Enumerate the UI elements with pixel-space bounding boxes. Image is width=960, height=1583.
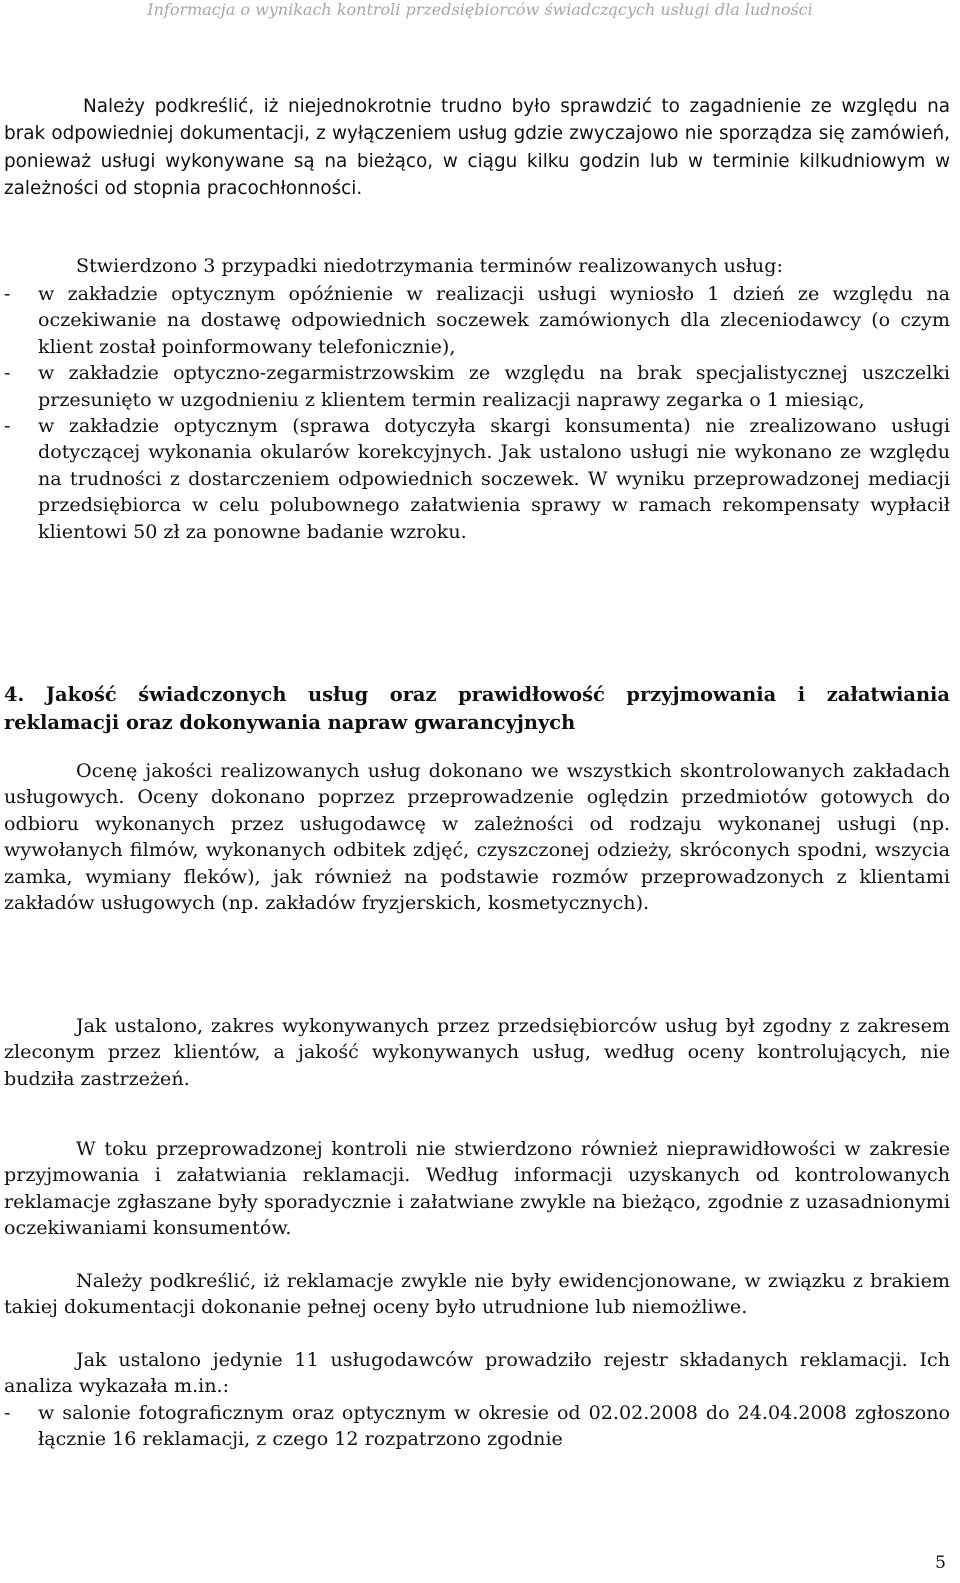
list-item	[4, 1400, 950, 1453]
list-item-text: w zakładzie optyczno-zegarmistrzowskim ze względu na brak specjalistycznej uszczelki przesunięto w uzgodnieniu z klientem termin realizacji naprawy zegarka o 1 miesiąc,	[38, 361, 950, 411]
list-dash: -	[4, 361, 11, 385]
register-findings-list	[4, 1400, 950, 1453]
list-item	[4, 360, 950, 413]
delays-list	[4, 281, 950, 545]
intro-paragraph: Należy podkreślić, iż niejednokrotnie trudno było sprawdzić to zagadnienie ze względu na brak odpowiedniej dokumentacji, z wyłączeniem usług gdzie zwyczajowo nie sporządza się zamówień, ponieważ usługi wykonywane są na bieżąco, w ciągu kilku godzin lub w terminie kilkudniowym w zależności od stopnia pracochłonności.	[4, 96, 950, 200]
list-dash: -	[4, 1401, 11, 1424]
list-dash: -	[4, 414, 11, 438]
paragraph-quality-assessment: Ocenę jakości realizowanych usług dokonano we wszystkich skontrolowanych zakładach usługowych. Oceny dokonano poprzez przeprowadzenie oględzin przedmiotów gotowych do odbioru wykonanych przez usługodawcę w zależności od rodzaju wykonanej usługi (np. wywołanych filmów, wykonanych odbitek zdjęć, czyszczonej odzieży, skróconych spodni, wszycia zamka, wymiany fleków), jak również na podstawie rozmów przeprowadzonych z klientami zakładów usługowych (np. zakładów fryzjerskich, kosmetycznych).	[4, 759, 950, 915]
list-item-text: w salonie fotograficznym oraz optycznym w okresie od 02.02.2008 do 24.04.2008 zgłoszono łącznie 16 reklamacji, z czego 12 rozpatrzono zgodnie	[38, 1401, 950, 1451]
section-title: Jakość świadczonych usług oraz prawidłowość przyjmowania i załatwiania reklamacji oraz dokonywania napraw gwarancyjnych	[4, 683, 950, 734]
section-heading	[4, 681, 950, 737]
section-number: 4.	[4, 683, 25, 706]
list-item	[4, 281, 950, 360]
paragraph-registers: Jak ustalono jedynie 11 usługodawców prowadziło rejestr składanych reklamacji. Ich analiza wykazała m.in.:	[4, 1348, 950, 1398]
paragraph-records: Należy podkreślić, iż reklamacje zwykle nie były ewidencjonowane, w związku z brakiem takiej dokumentacji dokonanie pełnej oceny było utrudnione lub niemożliwe.	[4, 1269, 950, 1319]
list-dash: -	[4, 282, 11, 305]
running-header: Informacja o wynikach kontroli przedsiębiorców świadczących usługi dla ludności	[147, 0, 813, 19]
list-item	[4, 413, 950, 545]
page-number: 5	[935, 1553, 946, 1573]
paragraph-complaints: W toku przeprowadzonej kontroli nie stwierdzono również nieprawidłowości w zakresie przyjmowania i załatwiania reklamacji. Według informacji uzyskanych od kontrolowanych reklamacje zgłaszane były sporadycznie i załatwiane zwykle na bieżąco, zgodnie z uzasadnionymi oczekiwaniami konsumentów.	[4, 1137, 950, 1240]
delays-lead: Stwierdzono 3 przypadki niedotrzymania terminów realizowanych usług:	[76, 254, 783, 277]
list-item-text: w zakładzie optycznym opóźnienie w realizacji usługi wyniosło 1 dzień ze względu na oczekiwanie na dostawę odpowiednich soczewek zamówionych dla zleceniodawcy (o czym klient został poinformowany telefonicznie),	[38, 282, 950, 358]
paragraph-scope-findings: Jak ustalono, zakres wykonywanych przez przedsiębiorców usług był zgodny z zakresem zleconym przez klientów, a jakość wykonywanych usług, według oceny kontrolujących, nie budziła zastrzeżeń.	[4, 1014, 950, 1090]
list-item-text: w zakładzie optycznym (sprawa dotyczyła skargi konsumenta) nie zrealizowano usługi dotyczącej wykonania okularów korekcyjnych. Jak ustalono usługi nie wykonano ze względu na trudności z dostarczeniem odpowiednich soczewek. W wyniku przeprowadzonej mediacji przedsiębiorca w celu polubownego załatwienia sprawy w ramach rekompensaty wypłacił klientowi 50 zł za ponowne badanie wzroku.	[38, 414, 950, 543]
